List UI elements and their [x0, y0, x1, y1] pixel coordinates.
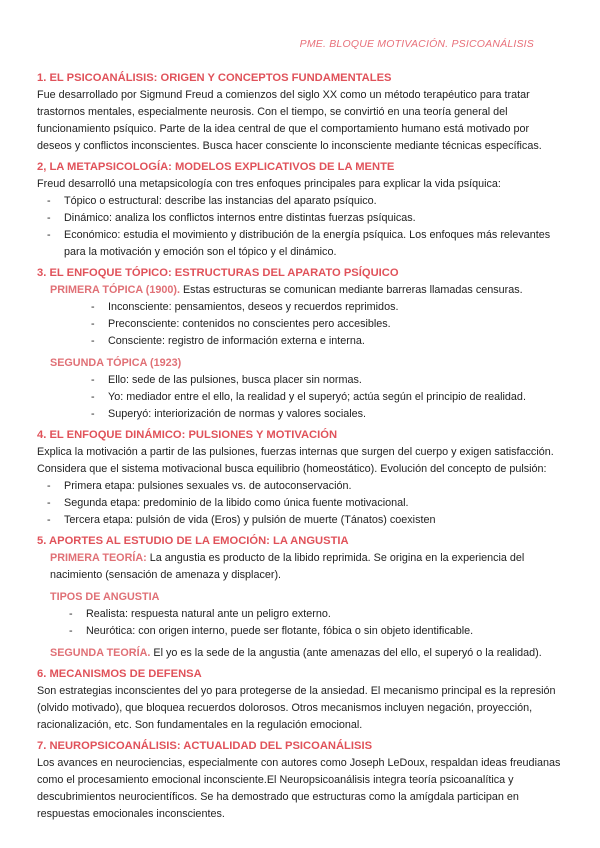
text: La angustia es producto de la libido reprimida. Se origina en la experiencia del nacimiento (sensación de amenaza y displacer). [50, 552, 525, 581]
document-body [37, 70, 565, 827]
bullet-list [37, 299, 565, 350]
section-title: 4. EL ENFOQUE DINÁMICO: PULSIONES Y MOTIVACIÓN [37, 429, 338, 441]
section-title: 5. APORTES AL ESTUDIO DE LA EMOCIÓN: LA ANGUSTIA [37, 535, 349, 547]
section-2 [37, 159, 565, 261]
list-item: - Neurótica: con origen interno, puede ser flotante, fóbica o sin objeto identificable. [86, 623, 565, 640]
list-item: - Tercera etapa: pulsión de vida (Eros) y pulsión de muerte (Tánatos) coexisten [64, 512, 565, 529]
paragraph: Freud desarrolló una metapsicología con tres enfoques principales para explicar la vida psíquica: [37, 178, 501, 190]
paragraph [37, 282, 565, 299]
list-item: - Consciente: registro de información externa e interna. [108, 333, 565, 350]
text: Estas estructuras se comunican mediante barreras llamadas censuras. [179, 284, 523, 296]
list-item: - Ello: sede de las pulsiones, busca placer sin normas. [108, 372, 565, 389]
section-1 [37, 70, 565, 155]
section-7 [37, 738, 565, 823]
text: El yo es la sede de la angustia (ante amenazas del ello, el superyó o la realidad). [150, 647, 542, 659]
list-item: - Dinámico: analiza los conflictos internos entre distintas fuerzas psíquicas. [64, 210, 565, 227]
list-item: - Preconsciente: contenidos no conscientes pero accesibles. [108, 316, 565, 333]
subheading: TIPOS DE ANGUSTIA [50, 591, 160, 603]
subheading: SEGUNDA TÓPICA (1923) [50, 357, 182, 369]
section-title: 3. EL ENFOQUE TÓPICO: ESTRUCTURAS DEL APARATO PSÍQUICO [37, 267, 399, 279]
paragraph: Fue desarrollado por Sigmund Freud a comienzos del siglo XX como un método terapéutico para tratar trastornos mentales, especialmente neurosis. Con el tiempo, se convirtió en una teoría general del funcionamiento psíquico. Parte de la idea central de que el comportamiento humano está motivado por deseos y conflictos inconscientes. Busca hacer consciente lo inconsciente mediante técnicas específicas. [37, 89, 542, 152]
section-title: 2, LA METAPSICOLOGÍA: MODELOS EXPLICATIVOS DE LA MENTE [37, 161, 395, 173]
list-item: - Primera etapa: pulsiones sexuales vs. de autoconservación. [64, 478, 565, 495]
subheading: PRIMERA TÓPICA (1900). [50, 284, 180, 296]
section-title: 7. NEUROPSICOANÁLISIS: ACTUALIDAD DEL PSICOANÁLISIS [37, 740, 373, 752]
list-item: - Realista: respuesta natural ante un peligro externo. [86, 606, 565, 623]
subheading: PRIMERA TEORÍA: [50, 552, 147, 564]
bullet-list [37, 193, 565, 261]
section-3 [37, 265, 565, 423]
section-title: 6. MECANISMOS DE DEFENSA [37, 668, 202, 680]
bullet-list [37, 372, 565, 423]
paragraph [37, 550, 565, 584]
page-header: PME. BLOQUE MOTIVACIÓN. PSICOANÁLISIS [299, 38, 534, 50]
section-6 [37, 666, 565, 734]
paragraph: Los avances en neurociencias, especialmente con autores como Joseph LeDoux, respaldan ideas freudianas como el procesamiento emocional inconsciente.El Neuropsicoanálisis integra teoría psicoanalítica y descubrimientos neurocientíficos. Se ha demostrado que estructuras como la amígdala participan en respuestas emocionales inconscientes. [37, 757, 561, 820]
list-item: - Yo: mediador entre el ello, la realidad y el superyó; actúa según el principio de realidad. [108, 389, 565, 406]
section-5 [37, 533, 565, 662]
list-item: - Segunda etapa: predominio de la libido como única fuente motivacional. [64, 495, 565, 512]
list-item: - Superyó: interiorización de normas y valores sociales. [108, 406, 565, 423]
list-item: - Inconsciente: pensamientos, deseos y recuerdos reprimidos. [108, 299, 565, 316]
list-item: - Económico: estudia el movimiento y distribución de la energía psíquica. Los enfoques más relevantes para la motivación y emoción son el tópico y el dinámico. [64, 227, 565, 261]
bullet-list [37, 478, 565, 529]
section-4 [37, 427, 565, 529]
subheading: SEGUNDA TEORÍA. [50, 647, 151, 659]
paragraph [37, 645, 565, 662]
list-item: - Tópico o estructural: describe las instancias del aparato psíquico. [64, 193, 565, 210]
section-title: 1. EL PSICOANÁLISIS: ORIGEN Y CONCEPTOS FUNDAMENTALES [37, 72, 392, 84]
bullet-list [37, 606, 565, 640]
paragraph: Son estrategias inconscientes del yo para protegerse de la ansiedad. El mecanismo principal es la represión (olvido motivado), que bloquea recuerdos dolorosos. Otros mecanismos incluyen negación, proyección, racionalización, etc. Son fundamentales en la regulación emocional. [37, 685, 556, 731]
paragraph: Explica la motivación a partir de las pulsiones, fuerzas internas que surgen del cuerpo y exigen satisfacción. Considera que el sistema motivacional busca equilibrio (homeostático). Evolución del concepto de pulsión: [37, 446, 554, 475]
